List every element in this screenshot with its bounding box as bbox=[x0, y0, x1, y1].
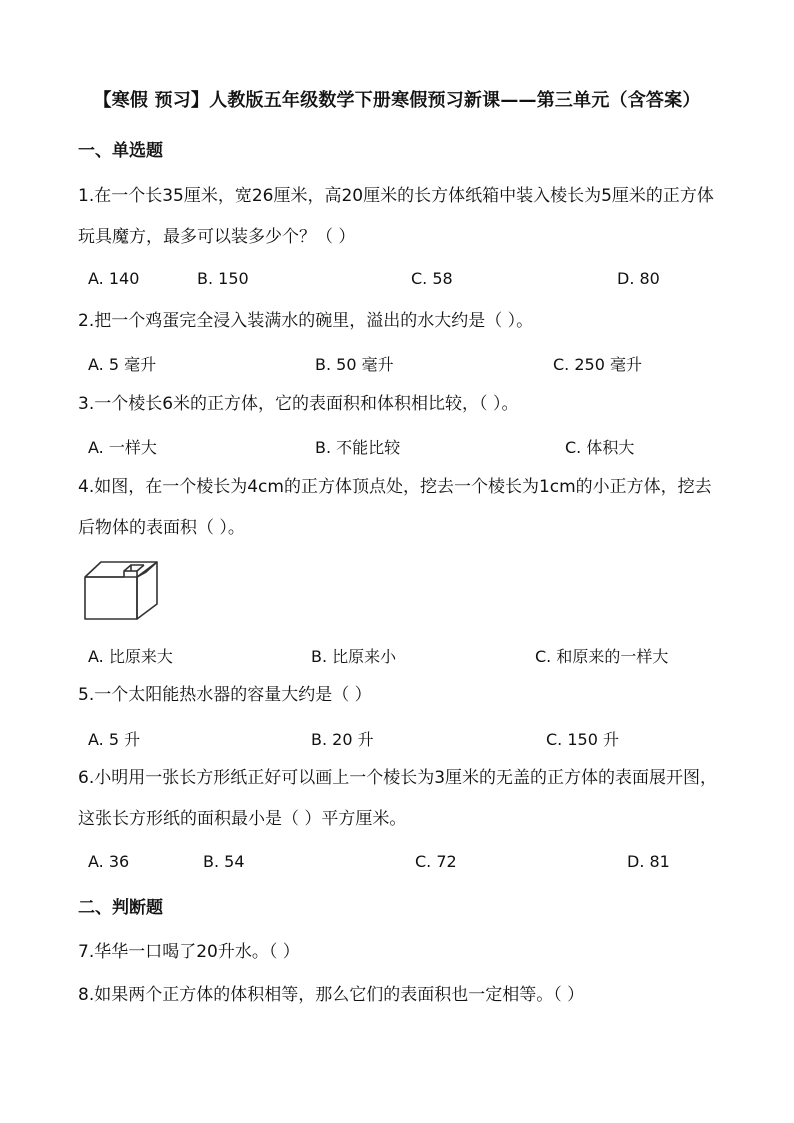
question-8: 8.如果两个正方体的体积相等，那么它们的表面积也一定相等。（ ） bbox=[78, 985, 585, 1005]
question-3: 3.一个棱长6米的正方体，它的表面积和体积相比较，（ ）。 bbox=[78, 394, 519, 414]
option-c: C. 58 bbox=[411, 269, 453, 288]
question-4: 4.如图，在一个棱长为4cm的正方体顶点处，挖去一个棱长为1cm的小正方体，挖去后物体的表面积（ ）。 bbox=[78, 477, 712, 538]
option-c: C. 体积大 bbox=[565, 438, 635, 457]
option-b: B. 150 bbox=[197, 269, 249, 288]
option-b: B. 比原来小 bbox=[311, 647, 397, 666]
option-b: B. 20 升 bbox=[311, 730, 374, 749]
option-c: C. 250 毫升 bbox=[553, 355, 642, 374]
cube-notch-icon bbox=[84, 561, 160, 621]
question-7: 7.华华一口喝了20升水。（ ） bbox=[78, 942, 300, 962]
option-c: C. 72 bbox=[415, 852, 457, 871]
question-1: 1.在一个长35厘米，宽26厘米，高20厘米的长方体纸箱中装入棱长为5厘米的正方体玩具魔方，最多可以装多少个？（ ） bbox=[78, 186, 714, 247]
question-6: 6.小明用一张长方形纸正好可以画上一个棱长为3厘米的无盖的正方体的表面展开图，这张长方形纸的面积最小是（ ）平方厘米。 bbox=[78, 768, 718, 829]
option-a: A. 140 bbox=[88, 269, 140, 288]
section-title-true-false: 二、判断题 bbox=[78, 898, 163, 918]
option-a: A. 5 升 bbox=[88, 730, 141, 749]
option-c: C. 150 升 bbox=[546, 730, 619, 749]
option-a: A. 一样大 bbox=[88, 438, 157, 457]
option-c: C. 和原来的一样大 bbox=[535, 647, 669, 666]
option-d: D. 80 bbox=[617, 269, 660, 288]
cube-with-notch-figure bbox=[84, 561, 160, 625]
option-a: A. 36 bbox=[88, 852, 130, 871]
document-title: 【寒假 预习】人教版五年级数学下册寒假预习新课——第三单元（含答案） bbox=[93, 90, 701, 111]
option-b: B. 50 毫升 bbox=[315, 355, 394, 374]
option-a: A. 比原来大 bbox=[88, 647, 173, 666]
option-a: A. 5 毫升 bbox=[88, 355, 157, 374]
question-2: 2.把一个鸡蛋完全浸入装满水的碗里，溢出的水大约是（ ）。 bbox=[78, 311, 534, 331]
option-b: B. 不能比较 bbox=[315, 438, 401, 457]
section-title-single-choice: 一、单选题 bbox=[78, 141, 163, 161]
question-5: 5.一个太阳能热水器的容量大约是（ ） bbox=[78, 685, 372, 705]
option-d: D. 81 bbox=[627, 852, 670, 871]
option-b: B. 54 bbox=[203, 852, 245, 871]
